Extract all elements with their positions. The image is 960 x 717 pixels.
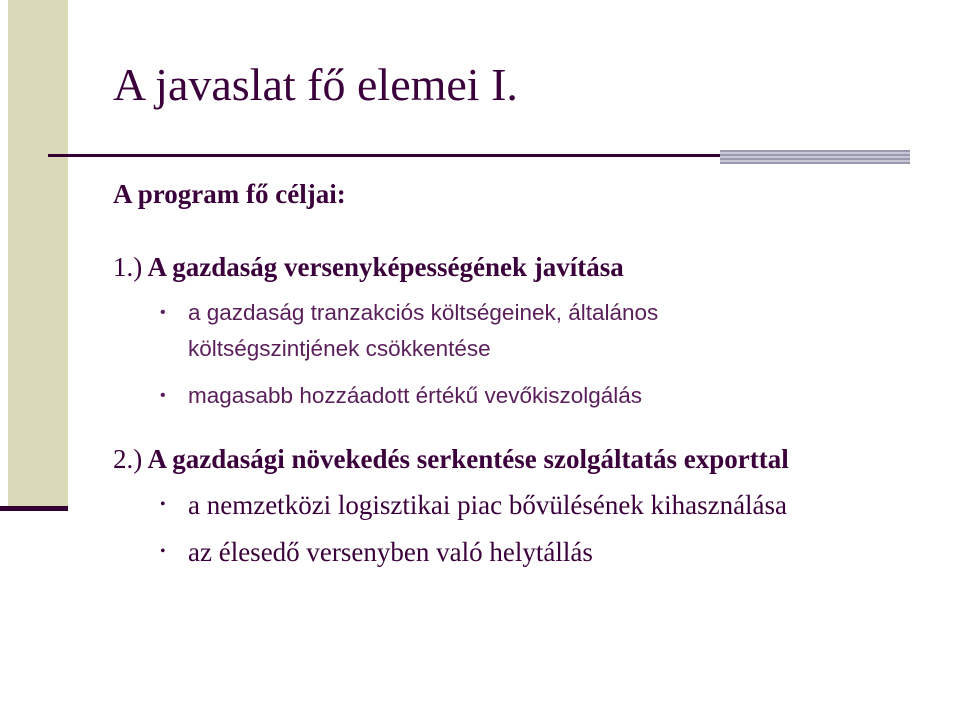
subtitle: A program fő céljai: (113, 179, 346, 209)
point-2-heading (113, 444, 789, 475)
bullet-text: a nemzetközi logisztikai piac bővülésének kihasználása (188, 490, 788, 520)
left-decorative-bar (8, 0, 68, 510)
point-number: 2.) (113, 444, 143, 474)
bullet-text: magasabb hozzáadott értékű vevőkiszolgálás (188, 383, 643, 408)
point-number: 1.) (113, 252, 143, 282)
bullet-icon: • (160, 496, 166, 513)
point-1-heading (113, 252, 624, 283)
slide-title: A javaslat fő elemei I. (113, 59, 518, 110)
bullet-icon: • (160, 543, 166, 560)
bullet-icon: • (160, 304, 166, 321)
title-underline (48, 154, 738, 157)
bullet-icon: • (160, 387, 166, 404)
point-heading-text: A gazdaság versenyképességének javítása (147, 252, 624, 282)
bullet-text: a gazdaság tranzakciós költségeinek, általános (188, 300, 659, 325)
point-heading-text: A gazdasági növekedés serkentése szolgáltatás exporttal (147, 444, 789, 474)
bullet-text: költségszintjének csökkentése (188, 336, 491, 361)
title-underline-accent (720, 150, 910, 164)
bullet-text: az élesedő versenyben való helytállás (188, 537, 593, 567)
left-bar-rule (0, 506, 68, 511)
